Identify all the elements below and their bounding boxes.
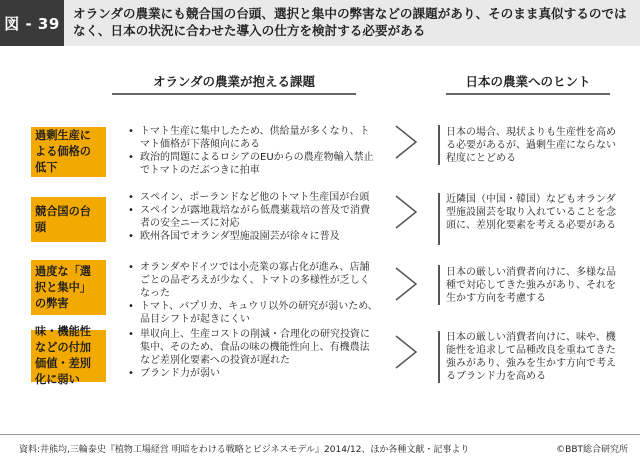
category-box: 過度な「選択と集中」の弊害 [31,260,106,315]
category-box: 過剰生産による価格の低下 [31,127,106,177]
issue-item: • ブランド力が弱い [124,367,379,380]
chevron-right-icon [386,192,426,232]
hint-divider [438,125,440,165]
figure-label: 図 - 39 [0,0,64,46]
source-citation: 資料:井熊均,三輪泰史『植物工場経営 明暗をわける戦略とビジネスモデル』2014/12、ほか各種文献・記事より [19,445,470,455]
chevron-right-icon [386,264,426,304]
copyright-notice: ©BBT総合研究所 [556,445,628,455]
hint-divider [438,331,440,383]
issue-list [124,191,379,243]
right-column-heading: 日本の農業へのヒント [446,72,610,95]
hint-text: 日本の厳しい消費者向けに、多様な品種で対応してきた強みがあり、それを生かす方向を考慮する [446,267,616,304]
figure-header [0,0,640,46]
category-box: 味・機能性などの付加価値・差別化に弱い [31,330,106,382]
hint-text: 日本の場合、現状よりも生産性を高める必要があるが、過剰生産にならない程度にとどめる [446,127,616,164]
hint-text: 近隣国（中国・韓国）などもオランダ型施設園芸を取り入れていることを念頭に、差別化要素を考える必要がある [446,194,616,231]
issue-item: • 政治的問題によるロシアのEUからの農産物輸入禁止でトマトのだぶつきに拍車 [124,151,379,177]
issue-item: • 単収向上、生産コストの削減・合理化の研究投資に集中、そのため、食品の味の機能性向上、有機農法など差別化要素への投資が遅れた [124,328,379,367]
hint-divider [438,265,440,305]
issue-list [124,125,379,177]
chevron-right-icon [386,332,426,372]
issue-list [124,261,379,326]
left-column-heading: オランダの農業が抱える課題 [112,72,356,95]
issue-item: • トマト、パプリカ、キュウリ以外の研究が弱いため、品目シフトが起きにくい [124,300,379,326]
category-box: 競合国の台頭 [31,197,106,242]
hint-text: 日本の厳しい消費者向けに、味や、機能性を追求して品種改良を重ねてきた強みがあり、強みを生かす方向で考えるブランド力を高める [446,332,616,382]
issue-item: • オランダやドイツでは小売業の寡占化が進み、店舗ごとの品ぞろえが少なく、トマトの多様性が乏しくなった [124,261,379,300]
issue-list [124,328,379,380]
footer-divider [0,434,640,435]
issue-item: • トマト生産に集中したため、供給量が多くなり、トマト価格が下落傾向にある [124,125,379,151]
hint-divider [438,193,440,245]
issue-item: • スペインが露地栽培ながら低農薬栽培の普及で消費者の安全ニーズに対応 [124,204,379,230]
issue-item: • スペイン、ポーランドなど他のトマト生産国が台頭 [124,191,379,204]
chevron-right-icon [386,122,426,162]
page-title: オランダの農業にも競合国の台頭、選択と集中の弊害などの課題があり、そのまま真似するのではなく、日本の状況に合わせた導入の仕方を検討する必要がある [64,0,640,46]
issue-item: • 欧州各国でオランダ型施設園芸が徐々に普及 [124,230,379,243]
